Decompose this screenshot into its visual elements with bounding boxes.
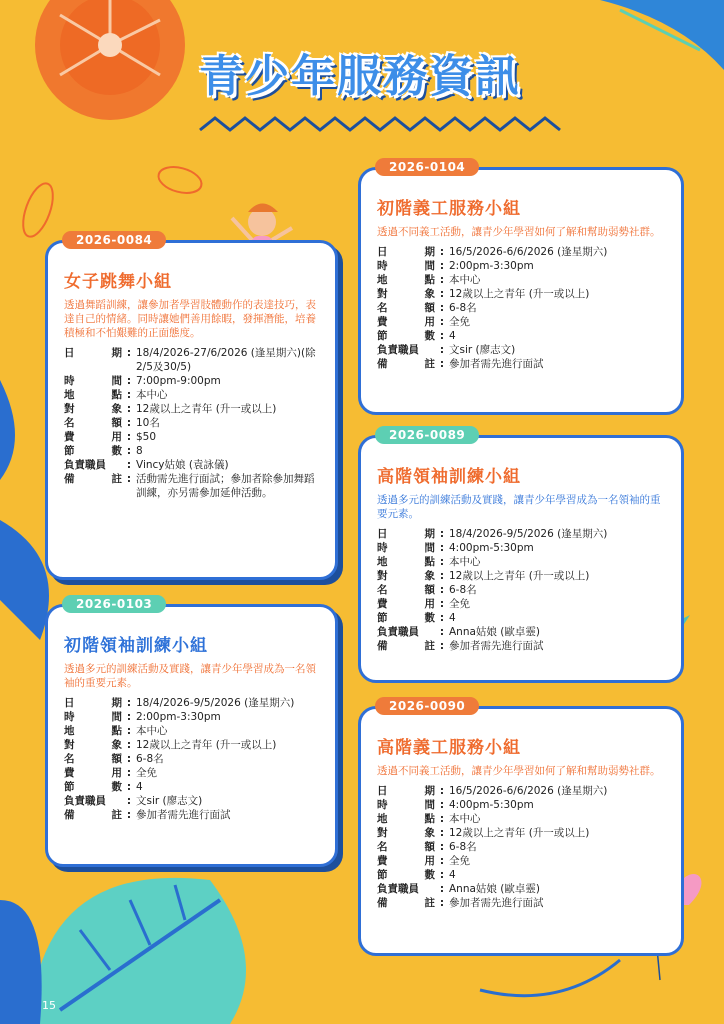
detail-label-part: 費 <box>377 316 388 328</box>
detail-label-part: 間 <box>111 711 122 723</box>
activity-description: 透過不同義工活動，讓青少年學習如何了解和幫助弱勢社群。 <box>377 765 661 777</box>
detail-row-fee <box>377 597 665 611</box>
detail-value: 7:00pm-9:00pm <box>136 375 221 387</box>
activity-code-badge: 2026-0103 <box>62 595 166 613</box>
detail-colon: : <box>439 785 445 797</box>
detail-label <box>64 430 122 444</box>
detail-label-part: 用 <box>424 598 435 610</box>
detail-label <box>377 625 435 639</box>
detail-row-sessions <box>377 868 665 882</box>
detail-label <box>377 583 435 597</box>
detail-row-staff <box>64 458 319 472</box>
detail-label <box>377 597 435 611</box>
detail-colon: : <box>439 626 445 638</box>
detail-label-part: 負責職員 <box>64 795 106 807</box>
detail-row-remarks <box>377 357 665 371</box>
detail-label-part: 備 <box>377 897 388 909</box>
detail-row-fee <box>64 766 319 780</box>
detail-label-part: 費 <box>64 767 75 779</box>
detail-colon: : <box>439 640 445 652</box>
detail-row-sessions <box>64 444 319 458</box>
detail-label-part: 象 <box>424 288 435 300</box>
detail-label <box>377 639 435 653</box>
detail-label-part: 備 <box>64 473 75 485</box>
detail-label-part: 點 <box>424 813 435 825</box>
detail-label-part: 期 <box>111 347 122 359</box>
activity-title: 初階領袖訓練小組 <box>64 636 208 656</box>
detail-colon: : <box>439 556 445 568</box>
detail-row-time <box>64 710 319 724</box>
detail-label-part: 節 <box>64 781 75 793</box>
detail-label-part: 用 <box>111 767 122 779</box>
detail-label-part: 數 <box>424 612 435 624</box>
detail-label <box>377 840 435 854</box>
detail-row-date <box>377 784 665 798</box>
detail-label-part: 地 <box>377 556 388 568</box>
detail-row-date <box>64 346 319 374</box>
detail-value: 10名 <box>136 417 160 429</box>
detail-colon: : <box>439 827 445 839</box>
detail-colon: : <box>126 375 132 387</box>
detail-label-part: 時 <box>377 799 388 811</box>
detail-label-part: 負責職員 <box>377 626 419 638</box>
detail-label <box>377 812 435 826</box>
detail-row-staff <box>64 794 319 808</box>
detail-label <box>377 854 435 868</box>
detail-colon: : <box>439 246 445 258</box>
detail-value: Vincy姑娘 (袁詠儀) <box>136 459 229 471</box>
detail-colon: : <box>439 344 445 356</box>
detail-value: 6-8名 <box>136 753 164 765</box>
detail-label-part: 數 <box>111 445 122 457</box>
detail-row-time <box>377 541 665 555</box>
detail-label-part: 間 <box>424 799 435 811</box>
detail-label <box>64 808 122 822</box>
detail-value: 6-8名 <box>449 302 477 314</box>
detail-label-part: 時 <box>64 375 75 387</box>
detail-label-part: 名 <box>64 417 75 429</box>
activity-card <box>358 160 684 415</box>
detail-label-part: 額 <box>424 584 435 596</box>
detail-label-part: 節 <box>377 612 388 624</box>
detail-colon: : <box>439 302 445 314</box>
detail-row-date <box>377 527 665 541</box>
detail-row-quota <box>64 752 319 766</box>
detail-row-target <box>64 738 319 752</box>
detail-label <box>64 346 122 374</box>
detail-colon: : <box>439 584 445 596</box>
detail-label-part: 期 <box>424 785 435 797</box>
detail-row-time <box>64 374 319 388</box>
detail-label <box>64 780 122 794</box>
detail-row-remarks <box>377 896 665 910</box>
detail-value: 2:00pm-3:30pm <box>449 260 534 272</box>
detail-label-part: 日 <box>377 785 388 797</box>
detail-label-part: 用 <box>424 855 435 867</box>
detail-row-sessions <box>377 329 665 343</box>
detail-value: 參加者需先進行面試 <box>449 358 544 370</box>
detail-value: 活動需先進行面試；參加者除參加舞蹈訓練，亦另需參加延伸活動。 <box>136 473 315 499</box>
detail-value: 8 <box>136 445 143 457</box>
detail-label-part: 象 <box>111 739 122 751</box>
detail-row-staff <box>377 343 665 357</box>
detail-label-part: 地 <box>64 389 75 401</box>
detail-colon: : <box>439 358 445 370</box>
activity-code-badge: 2026-0084 <box>62 231 166 249</box>
detail-row-sessions <box>64 780 319 794</box>
detail-value: 4:00pm-5:30pm <box>449 542 534 554</box>
activity-card <box>358 699 684 956</box>
detail-label-part: 象 <box>111 403 122 415</box>
detail-colon: : <box>439 330 445 342</box>
detail-colon: : <box>439 855 445 867</box>
detail-row-staff <box>377 882 665 896</box>
detail-row-fee <box>377 315 665 329</box>
detail-label <box>377 555 435 569</box>
detail-label-part: 數 <box>424 869 435 881</box>
detail-label-part: 備 <box>64 809 75 821</box>
activity-details <box>64 696 319 822</box>
detail-row-fee <box>377 854 665 868</box>
activity-card <box>358 428 684 683</box>
detail-label <box>64 752 122 766</box>
detail-value: 文sir (廖志文) <box>449 344 516 356</box>
detail-label <box>377 868 435 882</box>
detail-label <box>377 826 435 840</box>
detail-label-part: 間 <box>424 260 435 272</box>
detail-value: Anna姑娘 (歐卓靈) <box>449 883 540 895</box>
activity-code-badge: 2026-0089 <box>375 426 479 444</box>
detail-label-part: 費 <box>377 598 388 610</box>
detail-label-part: 備 <box>377 358 388 370</box>
detail-value: 12歲以上之青年 (升一或以上) <box>449 570 590 582</box>
detail-label-part: 對 <box>377 288 388 300</box>
detail-value: 16/5/2026-6/6/2026 (逢星期六) <box>449 785 608 797</box>
detail-label <box>377 329 435 343</box>
detail-label <box>377 527 435 541</box>
activity-card <box>45 597 338 867</box>
detail-colon: : <box>126 767 132 779</box>
detail-value: 參加者需先進行面試 <box>449 897 544 909</box>
detail-colon: : <box>439 528 445 540</box>
detail-label-part: 額 <box>111 753 122 765</box>
detail-label <box>377 784 435 798</box>
detail-value: 12歲以上之青年 (升一或以上) <box>449 288 590 300</box>
detail-value: 4 <box>136 781 143 793</box>
detail-label-part: 數 <box>424 330 435 342</box>
detail-label <box>377 245 435 259</box>
detail-value: 12歲以上之青年 (升一或以上) <box>136 403 277 415</box>
detail-label-part: 註 <box>111 809 122 821</box>
detail-label-part: 時 <box>64 711 75 723</box>
activity-code-badge: 2026-0104 <box>375 158 479 176</box>
detail-colon: : <box>439 598 445 610</box>
detail-label-part: 節 <box>377 330 388 342</box>
detail-label <box>377 315 435 329</box>
detail-colon: : <box>439 869 445 881</box>
detail-label-part: 時 <box>377 260 388 272</box>
detail-value: 18/4/2026-9/5/2026 (逢星期六) <box>449 528 608 540</box>
detail-label <box>64 444 122 458</box>
detail-colon: : <box>126 473 132 485</box>
detail-colon: : <box>126 347 132 359</box>
detail-label-part: 節 <box>64 445 75 457</box>
activity-card <box>45 233 338 580</box>
detail-label-part: 期 <box>424 246 435 258</box>
detail-label-part: 名 <box>377 584 388 596</box>
detail-label-part: 名 <box>64 753 75 765</box>
detail-value: 12歲以上之青年 (升一或以上) <box>136 739 277 751</box>
activity-description: 透過多元的訓練活動及實踐，讓青少年學習成為一名領袖的重要元素。 <box>64 663 316 689</box>
detail-label-part: 間 <box>424 542 435 554</box>
detail-colon: : <box>126 753 132 765</box>
detail-label <box>64 402 122 416</box>
detail-value: 4 <box>449 869 456 881</box>
detail-label-part: 點 <box>111 389 122 401</box>
detail-colon: : <box>439 612 445 624</box>
detail-row-quota <box>377 301 665 315</box>
activity-description: 透過多元的訓練活動及實踐，讓青少年學習成為一名領袖的重要元素。 <box>377 494 661 520</box>
activity-details <box>377 527 665 653</box>
detail-row-staff <box>377 625 665 639</box>
detail-label-part: 註 <box>424 640 435 652</box>
detail-colon: : <box>126 403 132 415</box>
detail-label <box>64 766 122 780</box>
detail-row-target <box>377 287 665 301</box>
detail-row-date <box>64 696 319 710</box>
detail-value: 參加者需先進行面試 <box>449 640 544 652</box>
activity-description: 透過不同義工活動，讓青少年學習如何了解和幫助弱勢社群。 <box>377 226 661 238</box>
detail-label <box>377 357 435 371</box>
detail-colon: : <box>126 739 132 751</box>
activity-title: 女子跳舞小組 <box>64 272 172 292</box>
detail-label-part: 點 <box>424 556 435 568</box>
detail-label-part: 期 <box>111 697 122 709</box>
detail-row-target <box>377 569 665 583</box>
detail-value: 4 <box>449 612 456 624</box>
detail-label-part: 用 <box>111 431 122 443</box>
detail-row-target <box>64 402 319 416</box>
detail-colon: : <box>126 795 132 807</box>
detail-value: 本中心 <box>449 274 481 286</box>
detail-value: 本中心 <box>449 813 481 825</box>
detail-label-part: 間 <box>111 375 122 387</box>
detail-label-part: 地 <box>377 274 388 286</box>
detail-colon: : <box>439 799 445 811</box>
detail-value: 本中心 <box>136 725 168 737</box>
detail-label-part: 用 <box>424 316 435 328</box>
detail-colon: : <box>126 809 132 821</box>
detail-label-part: 負責職員 <box>377 883 419 895</box>
detail-row-date <box>377 245 665 259</box>
detail-label <box>377 611 435 625</box>
detail-colon: : <box>126 697 132 709</box>
detail-label-part: 註 <box>111 473 122 485</box>
detail-value: Anna姑娘 (歐卓靈) <box>449 626 540 638</box>
activity-title: 初階義工服務小組 <box>377 199 521 219</box>
detail-label-part: 數 <box>111 781 122 793</box>
detail-value: 全免 <box>449 855 470 867</box>
detail-row-fee <box>64 430 319 444</box>
page-number: 15 <box>42 999 56 1012</box>
detail-row-quota <box>377 840 665 854</box>
detail-label-part: 備 <box>377 640 388 652</box>
detail-label-part: 額 <box>424 841 435 853</box>
detail-label <box>377 287 435 301</box>
detail-label <box>377 896 435 910</box>
detail-value: 16/5/2026-6/6/2026 (逢星期六) <box>449 246 608 258</box>
detail-row-remarks <box>377 639 665 653</box>
detail-value: 文sir (廖志文) <box>136 795 203 807</box>
detail-colon: : <box>126 711 132 723</box>
detail-label-part: 費 <box>377 855 388 867</box>
detail-colon: : <box>439 542 445 554</box>
detail-label-part: 地 <box>64 725 75 737</box>
detail-label-part: 負責職員 <box>377 344 419 356</box>
detail-label-part: 額 <box>111 417 122 429</box>
detail-label-part: 名 <box>377 841 388 853</box>
detail-label <box>64 374 122 388</box>
detail-value: 全免 <box>136 767 157 779</box>
detail-value: 4 <box>449 330 456 342</box>
detail-label <box>377 569 435 583</box>
detail-row-target <box>377 826 665 840</box>
detail-value: 參加者需先進行面試 <box>136 809 231 821</box>
detail-value: 18/4/2026-27/6/2026 (逢星期六)(除2/5及30/5) <box>136 347 316 373</box>
detail-row-quota <box>64 416 319 430</box>
detail-value: 4:00pm-5:30pm <box>449 799 534 811</box>
detail-label-part: 註 <box>424 897 435 909</box>
detail-label-part: 日 <box>64 347 75 359</box>
detail-colon: : <box>439 883 445 895</box>
detail-label-part: 費 <box>64 431 75 443</box>
detail-label-part: 節 <box>377 869 388 881</box>
detail-label-part: 名 <box>377 302 388 314</box>
detail-value: 全免 <box>449 598 470 610</box>
detail-row-venue <box>64 388 319 402</box>
detail-label <box>64 738 122 752</box>
activity-title: 高階領袖訓練小組 <box>377 467 521 487</box>
detail-colon: : <box>439 260 445 272</box>
detail-row-remarks <box>64 808 319 822</box>
detail-colon: : <box>126 781 132 793</box>
detail-label-part: 點 <box>111 725 122 737</box>
detail-label-part: 日 <box>377 246 388 258</box>
detail-label-part: 象 <box>424 827 435 839</box>
detail-row-time <box>377 798 665 812</box>
detail-label <box>64 724 122 738</box>
detail-label <box>64 794 122 808</box>
detail-row-venue <box>377 555 665 569</box>
detail-row-time <box>377 259 665 273</box>
activity-description: 透過舞蹈訓練，讓參加者學習肢體動作的表達技巧，表達自己的情緒。同時讓她們善用餘暇，發揮潛能，培養積極和不怕艱難的正面態度。 <box>64 299 316 339</box>
detail-row-quota <box>377 583 665 597</box>
detail-colon: : <box>439 813 445 825</box>
activity-title: 高階義工服務小組 <box>377 738 521 758</box>
detail-label-part: 日 <box>64 697 75 709</box>
detail-value: 本中心 <box>449 556 481 568</box>
detail-label-part: 對 <box>377 570 388 582</box>
detail-colon: : <box>439 841 445 853</box>
detail-colon: : <box>126 431 132 443</box>
detail-label-part: 額 <box>424 302 435 314</box>
detail-label-part: 對 <box>377 827 388 839</box>
detail-label <box>64 710 122 724</box>
detail-row-remarks <box>64 472 319 500</box>
detail-label <box>64 696 122 710</box>
page-title: 青少年服務資訊 <box>199 51 521 102</box>
detail-label <box>377 273 435 287</box>
detail-value: 本中心 <box>136 389 168 401</box>
detail-value: $50 <box>136 431 157 443</box>
activity-details <box>64 346 319 500</box>
activity-details <box>377 245 665 371</box>
detail-label <box>377 882 435 896</box>
detail-label <box>64 416 122 430</box>
detail-label <box>64 472 122 500</box>
detail-colon: : <box>126 725 132 737</box>
detail-colon: : <box>126 459 132 471</box>
detail-colon: : <box>439 570 445 582</box>
detail-label <box>377 798 435 812</box>
detail-value: 2:00pm-3:30pm <box>136 711 221 723</box>
detail-label <box>377 343 435 357</box>
detail-colon: : <box>439 897 445 909</box>
activity-details <box>377 784 665 910</box>
detail-label-part: 註 <box>424 358 435 370</box>
detail-row-venue <box>377 273 665 287</box>
detail-row-venue <box>377 812 665 826</box>
detail-label-part: 地 <box>377 813 388 825</box>
detail-label-part: 象 <box>424 570 435 582</box>
detail-label <box>64 458 122 472</box>
detail-label <box>377 301 435 315</box>
detail-label-part: 對 <box>64 739 75 751</box>
detail-colon: : <box>126 445 132 457</box>
detail-value: 18/4/2026-9/5/2026 (逢星期六) <box>136 697 295 709</box>
detail-row-sessions <box>377 611 665 625</box>
detail-label-part: 對 <box>64 403 75 415</box>
detail-label-part: 日 <box>377 528 388 540</box>
detail-value: 12歲以上之青年 (升一或以上) <box>449 827 590 839</box>
detail-label <box>377 541 435 555</box>
detail-label-part: 時 <box>377 542 388 554</box>
detail-value: 6-8名 <box>449 584 477 596</box>
detail-label-part: 負責職員 <box>64 459 106 471</box>
detail-value: 6-8名 <box>449 841 477 853</box>
detail-label-part: 點 <box>424 274 435 286</box>
detail-colon: : <box>126 417 132 429</box>
detail-colon: : <box>126 389 132 401</box>
activity-code-badge: 2026-0090 <box>375 697 479 715</box>
detail-value: 全免 <box>449 316 470 328</box>
detail-colon: : <box>439 316 445 328</box>
detail-label <box>377 259 435 273</box>
detail-row-venue <box>64 724 319 738</box>
detail-label-part: 期 <box>424 528 435 540</box>
detail-colon: : <box>439 288 445 300</box>
detail-label <box>64 388 122 402</box>
detail-colon: : <box>439 274 445 286</box>
